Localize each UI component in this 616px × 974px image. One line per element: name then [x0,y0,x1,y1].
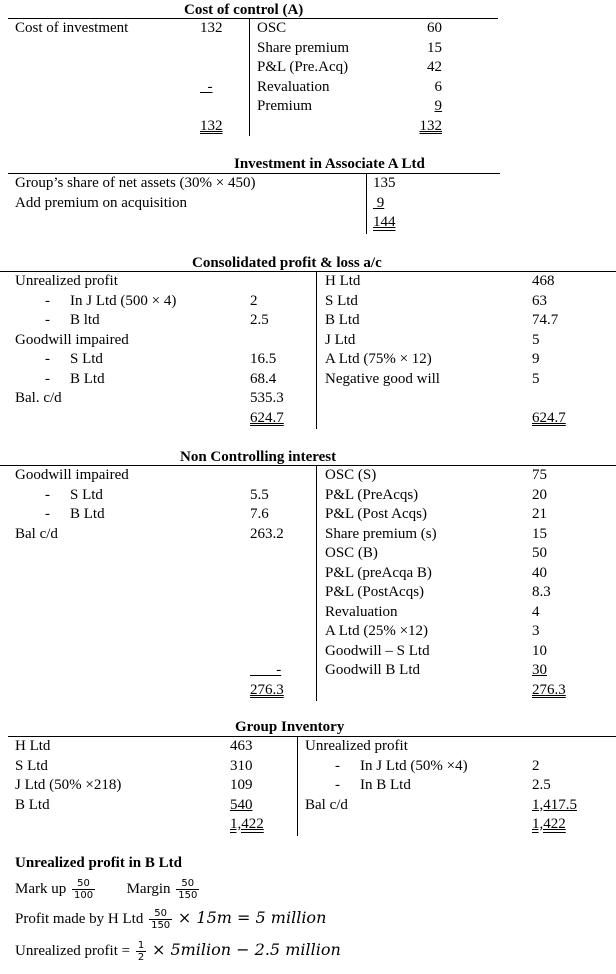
ledger-row [325,603,610,623]
row-amount: 2 [532,757,540,774]
row-label: Bal. c/d [15,390,62,406]
ledger-row [15,642,310,662]
row-label: In B Ltd [360,777,411,793]
row-amount: 109 [230,777,253,793]
consolidated-pl-debit [15,272,310,428]
row-amount: 4 [532,603,540,620]
row-amount: - [200,78,213,95]
ledger-row [325,505,610,525]
ledger-row [15,39,245,59]
row-label: P&L (Pre.Acq) [257,59,349,75]
divider [316,466,317,701]
row-label: B Ltd [70,370,105,387]
ledger-row [15,311,310,331]
divider [249,19,250,136]
ledger-row [15,737,295,757]
row-amount: 9 [434,98,442,114]
bullet-dash: - [45,292,50,309]
ledger-row [305,776,605,796]
ledger-row [15,213,360,233]
row-amount: 2.5 [250,312,269,328]
ledger-row [325,311,610,331]
ledger-row [325,292,610,312]
row-amount: 535.3 [250,390,284,406]
profit-fraction [149,908,172,931]
row-amount: 60 [427,20,442,36]
row-label: H Ltd [15,738,51,754]
ledger-row [325,681,610,701]
row-label: In J Ltd (500 × 4) [70,292,177,309]
ledger-row [325,409,610,429]
row-amount: 21 [532,506,547,522]
numerator: 50 [72,878,95,890]
inventory-title: Group Inventory [235,719,345,735]
ledger-row [305,796,605,816]
row-amount: 144 [373,214,396,230]
row-amount: 540 [230,796,253,813]
row-label: Goodwill impaired [15,467,129,483]
ledger-row [257,19,497,39]
bullet-dash: - [45,486,50,503]
ledger-row [15,272,310,292]
row-label: B Ltd [325,312,360,328]
ledger-row [15,78,245,98]
ledger-row [305,757,605,777]
consolidated-pl-title: Consolidated profit & loss a/c [192,255,382,271]
divider [316,272,317,429]
row-amount: 135 [373,175,396,191]
nci-title: Non Controlling interest [180,449,337,465]
row-amount: 40 [532,564,547,581]
ledger-row [325,622,610,642]
row-label: OSC (S) [325,467,377,483]
ledger-row [15,370,310,390]
row-amount: 20 [532,486,547,503]
denominator: 150 [151,920,171,932]
row-label: Bal c/d [15,525,58,542]
ledger-row [15,603,310,623]
row-label: Cost of investment [15,20,129,36]
ledger-row [257,97,497,117]
ledger-row [15,661,310,681]
unrealized-line [15,940,341,963]
row-amount: 1,422 [532,816,566,832]
ledger-row [15,815,295,835]
row-label: B ltd [70,312,100,328]
row-amount: 9 [532,351,540,367]
row-label: B Ltd [15,796,50,813]
ledger-row [325,564,610,584]
inventory-debit [15,737,295,835]
profit-label: Profit made by H Ltd [15,911,144,927]
margin-fraction [176,878,199,901]
row-label: A Ltd (75% × 12) [325,351,432,367]
ledger-row [325,272,610,292]
row-label: Bal c/d [305,796,348,813]
bullet-dash: - [335,777,340,793]
associate-amounts [373,174,473,233]
row-amount: 5 [532,370,540,387]
ledger-row [15,564,310,584]
row-label: Unrealized profit [305,738,408,754]
row-label: P&L (PostAcqs) [325,584,425,600]
row-label: Share premium [257,39,350,56]
cost-of-control-debit [15,19,245,136]
unrealized-b-heading: Unrealized profit in B Ltd [15,855,182,871]
ledger-row [15,525,310,545]
ledger-row [325,544,610,564]
row-amount: 75 [532,467,547,483]
denominator: 2 [137,952,145,964]
ledger-row [15,350,310,370]
row-amount: 16.5 [250,351,277,367]
ledger-row [15,389,310,409]
numerator: 50 [149,908,172,920]
ledger-row [325,331,610,351]
half-fraction [136,940,146,963]
margin-label: Margin [126,880,171,897]
associate-description [15,174,360,233]
ledger-row [325,350,610,370]
row-label: Add premium on acquisition [15,194,188,211]
nci-debit [15,466,310,700]
ledger-row [325,525,610,545]
row-amount: 8.3 [532,584,551,600]
ledger-row [373,174,473,194]
ledger-row [15,486,310,506]
ledger-row [15,194,360,214]
ledger-row [15,544,310,564]
row-label: Goodwill impaired [15,331,129,348]
ledger-row [15,409,310,429]
row-amount: 9 [373,194,385,211]
ledger-row [15,776,295,796]
row-amount: 30 [532,662,547,678]
row-amount: 276.3 [250,681,284,698]
inventory-credit [305,737,605,835]
denominator: 150 [178,890,198,901]
row-amount: 5 [532,331,540,348]
ledger-row [15,292,310,312]
denominator: 100 [74,890,94,901]
bullet-dash: - [335,757,340,774]
row-amount: 6 [434,78,442,95]
ledger-row [325,389,610,409]
ledger-row [15,757,295,777]
ledger-row [325,642,610,662]
row-amount: 2 [250,292,258,309]
ledger-row [325,466,610,486]
row-amount: 624.7 [532,409,566,426]
bullet-dash: - [45,351,50,367]
row-label: P&L (Post Acqs) [325,506,427,522]
profit-expression: × 15m = 5 million [177,908,327,927]
row-label: OSC (B) [325,545,378,561]
row-amount: 63 [532,292,547,309]
row-label: Goodwill – S Ltd [325,642,430,659]
ledger-row [15,466,310,486]
row-label: S Ltd [70,351,103,367]
row-amount: 68.4 [250,370,277,387]
row-label: S Ltd [325,292,358,309]
row-label: P&L (PreAcqs) [325,486,419,503]
row-amount: 15 [427,39,442,56]
row-label: H Ltd [325,273,361,289]
row-amount: 2.5 [532,777,551,793]
associate-title: Investment in Associate A Ltd [234,156,425,172]
row-amount: 132 [200,20,223,36]
row-amount: 7.6 [250,506,269,522]
numerator: 1 [137,940,145,952]
ledger-row [373,194,473,214]
row-label: P&L (preAcqa B) [325,564,432,581]
row-amount: 15 [532,525,547,542]
row-amount: - [250,662,282,678]
bullet-dash: - [45,370,50,387]
divider [366,174,367,234]
row-label: In J Ltd (50% ×4) [360,757,468,774]
ledger-row [257,39,497,59]
row-label: Goodwill B Ltd [325,662,421,678]
ledger-row [305,815,605,835]
row-label: Unrealized profit [15,273,118,289]
row-label: Revaluation [325,603,398,620]
row-amount: 624.7 [250,409,284,426]
row-amount: 42 [427,59,442,75]
ledger-row [15,19,245,39]
numerator: 50 [176,878,199,890]
row-label: S Ltd [15,757,48,774]
row-amount: 276.3 [532,681,566,698]
row-label: Revaluation [257,78,330,95]
markup-label: Mark up [15,880,67,897]
markup-fraction [72,878,95,901]
row-label: OSC [257,20,287,36]
ledger-row [15,681,310,701]
ledger-row [15,58,245,78]
row-amount: 132 [419,117,442,134]
row-label: Share premium (s) [325,525,437,542]
ledger-row [325,661,610,681]
ledger-row [15,505,310,525]
row-label: Group’s share of net assets (30% × 450) [15,175,256,191]
row-label: J Ltd (50% ×218) [15,777,122,793]
row-amount: 50 [532,545,547,561]
ledger-row [15,331,310,351]
row-amount: 3 [532,623,540,639]
row-amount: 468 [532,273,555,289]
ledger-row [15,174,360,194]
consolidated-pl-credit [325,272,610,428]
ledger-row [15,97,245,117]
ledger-row [325,370,610,390]
cost-of-control-credit [257,19,497,136]
row-amount: 263.2 [250,525,284,542]
ledger-row [15,796,295,816]
ledger-row [325,486,610,506]
ledger-row [15,117,245,137]
row-amount: 132 [200,117,223,134]
markup-margin-line [15,878,201,901]
bullet-dash: - [45,312,50,328]
divider [297,737,298,836]
ledger-row [257,117,497,137]
row-label: A Ltd (25% ×12) [325,623,429,639]
row-amount: 1,422 [230,816,264,832]
ledger-row [257,58,497,78]
unrealized-label: Unrealized profit = [15,943,131,959]
ledger-row [15,622,310,642]
ledger-row [305,737,605,757]
row-amount: 463 [230,738,253,754]
unrealized-expression: × 5milion − 2.5 million [151,940,341,959]
profit-line [15,908,326,931]
row-label: S Ltd [70,486,103,503]
row-amount: 74.7 [532,312,559,328]
ledger-row [325,583,610,603]
row-label: Premium [257,98,312,114]
ledger-row [373,213,473,233]
row-label: B Ltd [70,506,105,522]
row-amount: 310 [230,757,253,774]
row-amount: 10 [532,642,547,659]
ledger-row [257,78,497,98]
row-amount: 1,417.5 [532,796,577,813]
bullet-dash: - [45,506,50,522]
row-label: Negative good will [325,370,440,387]
ledger-row [15,583,310,603]
row-label: J Ltd [325,331,356,348]
row-amount: 5.5 [250,486,269,503]
nci-credit [325,466,610,700]
cost-of-control-title: Cost of control (A) [184,2,304,18]
